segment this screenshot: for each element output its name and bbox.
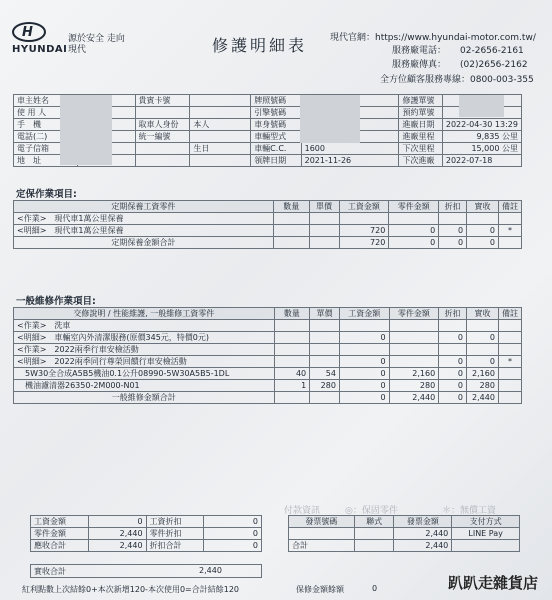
table-cell: 2,160 [467,368,499,380]
legend-free-labor: ＊：無償工資 [442,506,497,516]
table-cell [274,344,310,356]
table-cell: 2,440 [88,540,146,552]
table-cell [498,320,521,332]
table-cell: 定期保養金額合計 [14,237,274,249]
table-cell: 280 [467,380,499,392]
table-cell [439,344,467,356]
header-cell: 發票號碼 [289,516,355,528]
phone2-label: 電話(二) [14,131,78,143]
delivery-value: 2021-11-26 [301,155,399,167]
payment-summary-table [30,515,262,552]
header-cell: 工資金額 [339,201,389,213]
table-cell: 280 [389,380,439,392]
table-cell: 0 [339,392,389,404]
card-label: 貴賓卡號 [135,95,190,107]
table-cell: 0 [389,225,439,237]
header-cell: 交修說明 / 性能維護, 一般維修工資零件 [14,308,275,320]
table-cell [289,528,355,540]
table-cell [339,320,389,332]
website-link[interactable]: https://www.hyundai-motor.com.tw/ [375,33,536,43]
table-cell [310,356,340,368]
table-cell [354,528,394,540]
table-cell [273,237,309,249]
table-cell: LINE Pay [452,528,520,540]
table-cell [274,356,310,368]
next-mileage-value: 15,000 公里 [442,143,521,155]
table-cell: 0 [88,516,146,528]
in-date-label: 進廠日期 [399,119,442,131]
table-cell [309,237,339,249]
table-cell: 2,440 [467,392,499,404]
redaction-block [300,95,360,143]
table-row [14,368,522,380]
table-cell: 0 [339,368,389,380]
header-cell: 單價 [310,308,340,320]
legend-warranty-parts: ◎：保固零件 [345,506,398,516]
model-label: 車輛型式 [251,131,301,143]
table-cell: 0 [439,237,467,249]
table-row [14,320,522,332]
next-date-value: 2022-07-18 [442,155,521,167]
delivery-label: 領牌日期 [251,155,301,167]
table-cell: 機油濾清器26350-2M000-N01 [14,380,275,392]
table-cell: 應收合計 [31,540,89,552]
uniform-label: 統一編號 [135,131,190,143]
appt-label: 預約單號 [399,107,442,119]
scheduled-title: 定保作業項目: [16,189,77,200]
table-cell [498,237,521,249]
table-cell [498,368,521,380]
table-cell: 2,160 [389,368,439,380]
table-cell: 0 [467,237,499,249]
table-cell: <明細> 車輛室內外清潔服務(原價345元，特價0元) [14,332,275,344]
summary-row [31,528,262,540]
table-cell [498,213,521,225]
table-header-row [14,308,522,320]
table-cell [389,332,439,344]
table-cell [467,344,499,356]
actual-total-row [30,564,262,578]
birthday-label: 生日 [190,143,251,155]
table-cell [339,344,389,356]
general-title: 一般維修作業項目: [16,296,96,307]
engine-label: 引擎號碼 [251,107,301,119]
table-cell: 1 [274,380,310,392]
header-cell: 工資金額 [339,308,389,320]
invoice-row [289,528,520,540]
header-cell: 折扣 [439,201,467,213]
brand-name: HYUNDAI [12,44,68,55]
table-cell: 0 [467,356,499,368]
actual-total-value: 2,440 [199,566,222,575]
table-cell [310,392,340,404]
table-cell: 工資折扣 [146,516,204,528]
header-cell: 備註 [498,201,521,213]
header-cell: 定期保養工資零件 [14,201,274,213]
table-cell: <作業> 2022兩季行車安檢活動 [14,344,275,356]
table-cell: <明細> 現代車1萬公里保養 [14,225,274,237]
table-cell: * [498,225,521,237]
header-cell: 實收 [467,201,499,213]
table-cell [339,213,389,225]
summary-row [31,540,262,552]
user-label: 使 用 人 [14,107,78,119]
table-cell: <作業> 洗車 [14,320,275,332]
invoice-row [289,540,520,552]
id-label: 取車人身份 [135,119,190,131]
table-cell: 0 [439,392,467,404]
table-cell [309,213,339,225]
table-header-row [14,201,522,213]
table-cell: 0 [439,332,467,344]
actual-total-label: 實收合計 [34,567,66,576]
table-cell [498,344,521,356]
header-cell: 實收 [467,308,499,320]
table-cell: 0 [204,540,262,552]
table-cell [274,332,310,344]
header-cell: 零件金額 [389,201,439,213]
header-cell: 單價 [309,201,339,213]
mileage-label: 進廠里程 [399,131,442,143]
website-line: 現代官網：https://www.hyundai-motor.com.tw/ [330,33,536,43]
id-value: 本人 [190,119,251,131]
table-row [14,380,522,392]
table-cell: <作業> 現代車1萬公里保養 [14,213,274,225]
table-cell [274,392,310,404]
table-cell [274,320,310,332]
table-cell [310,320,340,332]
table-row [14,344,522,356]
table-cell: 0 [467,225,499,237]
table-cell [273,213,309,225]
table-cell: 零件金額 [31,528,89,540]
hyundai-emblem-icon: H [12,22,46,42]
table-cell [467,320,499,332]
table-cell [439,320,467,332]
header-cell: 折扣 [439,308,467,320]
table-cell [310,344,340,356]
header-cell: 發票金額 [394,516,452,528]
general-table [13,307,522,404]
table-cell [452,540,520,552]
fax-line: 服務廠傳真： (02)2656-2162 [392,60,528,70]
mobile-label: 手 機 [14,119,78,131]
cc-label: 車輛C.C. [251,143,301,155]
table-cell: 5W30全合成A5B5機油0.1公升08990-5W30A5B5-1DL [14,368,275,380]
redaction-block [459,95,504,117]
table-cell: 0 [439,380,467,392]
header-cell: 支付方式 [452,516,520,528]
bonus-points-line: 紅利點數上次結餘0+本次新增120-本次使用0=合計結餘120 [22,585,240,594]
invoice-table [288,515,520,552]
table-cell: 0 [467,332,499,344]
table-cell: 0 [339,380,389,392]
slogan: 源於安全 走向現代 [68,34,125,55]
table-cell [498,332,521,344]
header-cell: 數量 [274,308,310,320]
table-cell: <明細> 2022兩季同行尊榮回饋行車安檢活動 [14,356,275,368]
table-cell: 54 [310,368,340,380]
table-cell: 720 [339,225,389,237]
table-cell: 2,440 [394,540,452,552]
table-cell [389,320,439,332]
in-date: 2022-04-30 13:29 [442,119,521,131]
phone-line: 服務廠電話： 02-2656-2161 [392,46,524,56]
table-cell: * [498,356,521,368]
owner-label: 車主姓名 [14,95,78,107]
table-cell [273,225,309,237]
table-cell: 合計 [289,540,355,552]
hotline: 全方位顧客服務專線：0800-003-355 [380,75,534,85]
table-cell [467,213,499,225]
table-cell: 工資金額 [31,516,89,528]
warranty-balance-value: 0 [372,584,378,593]
table-cell: 280 [310,380,340,392]
table-cell: 720 [339,237,389,249]
table-cell: 一般維修金額合計 [14,392,275,404]
document-title: 修護明細表 [212,36,308,55]
plate-label: 牌照號碼 [251,95,301,107]
header-cell: 聯式 [354,516,394,528]
header-cell: 數量 [273,201,309,213]
redaction-block [60,95,112,165]
table-cell: 0 [439,356,467,368]
body-label: 車身號碼 [251,119,301,131]
table-cell [498,380,521,392]
table-row [14,332,522,344]
table-cell: 40 [274,368,310,380]
table-cell: 0 [389,237,439,249]
table-cell [439,213,467,225]
order-label: 修護單號 [399,95,442,107]
table-cell: 2,440 [394,528,452,540]
table-cell [310,332,340,344]
table-row [14,356,522,368]
table-cell: 0 [204,516,262,528]
table-cell: 2,440 [389,392,439,404]
table-cell: 0 [439,368,467,380]
table-cell: 0 [204,528,262,540]
total-row [14,392,522,404]
mileage-value: 9,835 公里 [442,131,521,143]
summary-row [31,516,262,528]
scheduled-table [13,200,522,249]
table-cell [309,225,339,237]
address-label: 地 址 [14,155,78,167]
watermark-text: 趴趴走雜貨店 [447,574,538,592]
table-cell: 2,440 [88,528,146,540]
warranty-balance-label: 保修金額餘額 [296,585,344,594]
table-cell: 零件折扣 [146,528,204,540]
table-row [14,213,522,225]
table-cell [354,540,394,552]
header-cell: 備註 [498,308,521,320]
email-label: 電子信箱 [14,143,78,155]
table-cell [389,344,439,356]
table-row [14,225,522,237]
table-cell [498,392,521,404]
table-cell: 折扣合計 [146,540,204,552]
table-cell: 0 [339,332,389,344]
payment-info-label: 付款資訊 [284,506,321,516]
table-cell [389,356,439,368]
table-cell: 0 [439,225,467,237]
table-cell: 0 [339,356,389,368]
invoice-header-row [289,516,520,528]
next-mileage-label: 下次里程 [399,143,442,155]
table-cell [389,213,439,225]
cc-value: 1600 [301,143,399,155]
next-date-label: 下次進廠 [399,155,442,167]
header-cell: 零件金額 [389,308,439,320]
total-row [14,237,522,249]
